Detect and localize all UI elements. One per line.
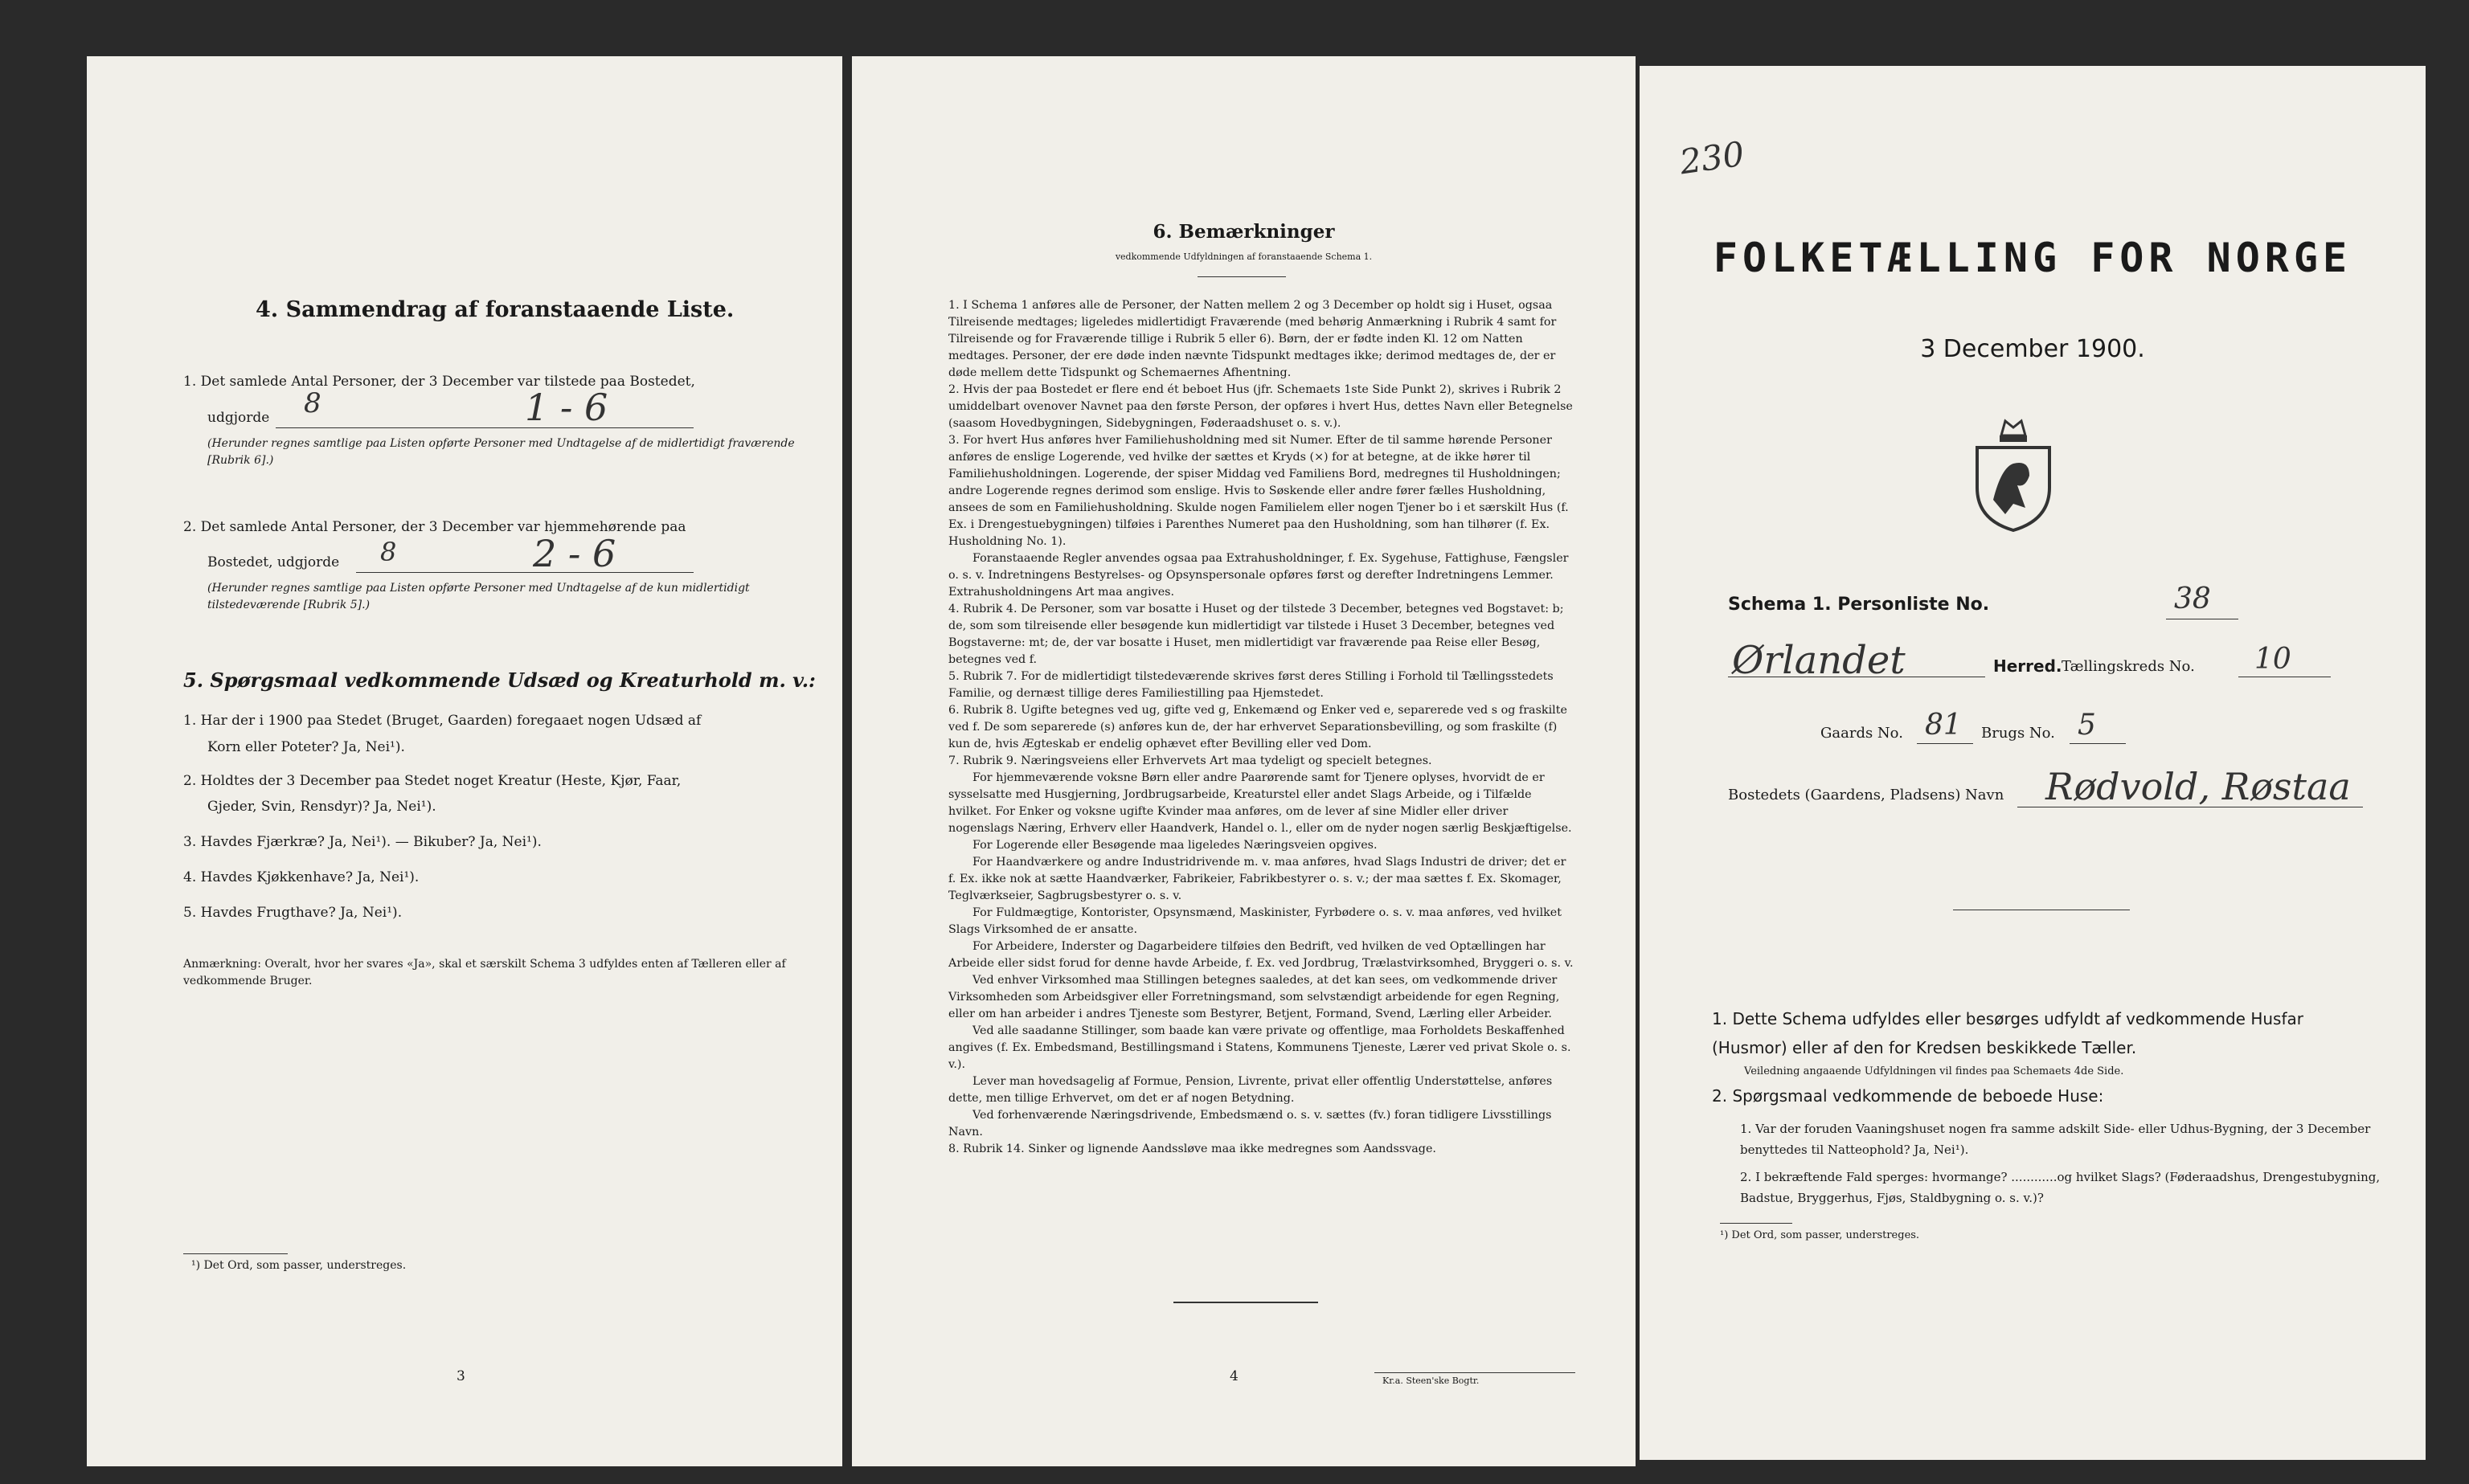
remark-paragraph: Lever man hovedsagelig af Formue, Pension, Livrente, privat eller offentlig Understøttelse, anføres dette, men tillige Erhvervet, om det er af nogen Betydning. [948, 1075, 1553, 1105]
gaards-label: Gaards No. [1820, 725, 1903, 742]
footnote-rule-p3 [1720, 1223, 1792, 1224]
remark-paragraph: 1. I Schema 1 anføres alle de Personer, der Natten mellem 2 og 3 December op holdt sig i Huset, ogsaa Tilreisende medtages; ligeledes midlertidigt Fraværende (med behørig Anmærkning i Rubrik 4 samt for Tilreisende og for Fraværende tillige i Rubrik 5 eller 6). Børn, der er fødte inden Kl. 12 om Natten medtages. Personer, der ere døde inden nævnte Tidspunkt medtages ikke; derimod medtages de, der er døde mellem dette Tidspunkt og Schemaernes Afhentning. [948, 299, 1557, 379]
instruction-1: 1. Dette Schema udfyldes eller besørges udfyldt af vedkommende Husfar (Husmor) eller af den for Kredsen beskikkede Tæller. [1712, 1009, 2303, 1057]
coat-of-arms [1969, 411, 2058, 532]
footnote: ¹) Det Ord, som passer, understreges. [191, 1259, 407, 1272]
end-rule [1173, 1302, 1318, 1303]
remark-paragraph: Foranstaaende Regler anvendes ogsaa paa Extrahusholdninger, f. Ex. Sygehuse, Fattighuse, Fængsler o. s. v. Indretningens Bestyrelses- og Opsynspersonale opføres først og derefter Indretningens Lemmer. Extrahusholdningens Art maa angives. [948, 552, 1569, 599]
bosted-name: Rødvold, Røstaa [2045, 765, 2351, 808]
handwritten-corner-number: 230 [1677, 133, 1747, 182]
remark-paragraph: For Haandværkere og andre Industridrivende m. v. maa anføres, hvad Slags Industri de driver; det er f. Ex. ikke nok at sætte Haandværker, Fabrikeier, Fabrikbestyrer o. s. v.; der maa sættes f. Ex. Skomager, Teglværkseier, Sagbrugsbestyrer o. s. v. [948, 856, 1566, 902]
remarks-body [948, 297, 1575, 1158]
handwritten-range-1: 1 - 6 [525, 386, 608, 429]
remark-paragraph: Ved alle saadanne Stillinger, som baade kan være private og offentlige, maa Forholdets Beskaffenhed angives (f. Ex. Embedsmand, Bestillingsmand i Statens, Kommunens Tjeneste, Lærer ved privat Skole o. s. v.). [948, 1024, 1571, 1071]
page-4-remarks [852, 56, 1636, 1466]
instruction-2: 2. Spørgsmaal vedkommende de beboede Huse: [1712, 1086, 2104, 1106]
question-2b: Gjeder, Svin, Rensdyr)? Ja, Nei¹). [207, 799, 436, 815]
summary-note-1: (Herunder regnes samtlige paa Listen opførte Personer med Undtagelse af de midlertidigt fraværende [Rubrik 6].) [207, 437, 795, 467]
herred-name: Ørlandet [1732, 638, 1906, 683]
summary-item-1b: udgjorde [207, 410, 270, 426]
remark-paragraph: For Logerende eller Besøgende maa ligeledes Næringsveien opgives. [972, 839, 1378, 852]
remarks-rule [1198, 276, 1286, 277]
question-4: 4. Havdes Kjøkkenhave? Ja, Nei¹). [183, 869, 420, 885]
census-title: FOLKETÆLLING FOR NORGE [1713, 235, 2352, 281]
page-number-4: 4 [1230, 1368, 1239, 1384]
remark-paragraph: 4. Rubrik 4. De Personer, som var bosatte i Huset og der tilstede 3 December, betegnes ved Bogstavet: b; de, som som tilreisende eller besøgende kun midlertidigt var tilstede i Huset 3 December, betegnes ved Bogstaverne: mt; de, der var bosatte i Huset, men midlertidigt var fraværende paa Reise eller Besøg, betegnes ved f. [948, 603, 1564, 666]
printer-rule [1374, 1372, 1575, 1373]
remark-paragraph: 5. Rubrik 7. For de midlertidigt tilstedeværende skrives først deres Stilling i Forhold til Tællingsstedets Familie, og dernæst tillige deres Familiestilling paa Hjemstedet. [948, 670, 1554, 700]
question-1b: Korn eller Poteter? Ja, Nei¹). [207, 739, 405, 755]
remark-paragraph: For hjemmeværende voksne Børn eller andre Paarørende samt for Tjenere oplyses, hvorvidt de er sysselsatte med Husgjerning, Jordbrugsarbeide, Kreaturstel eller andet Slags Arbeide, og i Tilfælde hvilket. For Enker og voksne ugifte Kvinder maa anføres, om de lever af sine Midler eller driver nogenslags Næring, Erhverv eller Haandverk, Handel o. l., eller om de nyder nogen særlig Beskjæftigelse. [948, 771, 1572, 835]
footnote-rule [183, 1253, 288, 1254]
bosted-label: Bostedets (Gaardens, Pladsens) Navn [1728, 787, 2004, 803]
handwritten-count-2: 8 [380, 537, 397, 567]
remarks-heading: 6. Bemærkninger [1153, 221, 1335, 243]
instruction-1-note: Veiledning angaaende Udfyldningen vil findes paa Schemaets 4de Side. [1744, 1065, 2124, 1077]
remark: Anmærkning: Overalt, hvor her svares «Ja», skal et særskilt Schema 3 udfyldes enten af Tælleren eller af vedkommende Bruger. [183, 958, 786, 987]
gaards-number: 81 [1925, 709, 1962, 742]
remark-paragraph: 6. Rubrik 8. Ugifte betegnes ved ug, gifte ved g, Enkemænd og Enker ved e, separerede ved s og fraskilte ved f. De som separerede (s) anføres kun de, der har erhvervet Separationsbevilling, og som fraskilte (f) kun de, hvis Ægteskab er endelig ophævet efter Bevilling eller ved Dom. [948, 704, 1567, 750]
herred-label: Herred. [1993, 656, 2062, 676]
census-date: 3 December 1900. [1920, 335, 2145, 363]
page-number-3: 3 [457, 1368, 465, 1384]
brugs-label: Brugs No. [1981, 725, 2055, 742]
remarks-subheading: vedkommende Udfyldningen af foranstaaende Schema 1. [1115, 251, 1373, 262]
remark-paragraph: Ved forhenværende Næringsdrivende, Embedsmænd o. s. v. sættes (fv.) foran tidligere Livsstillings Navn. [948, 1109, 1552, 1139]
answer-line-1 [276, 427, 694, 428]
remark-paragraph: Ved enhver Virksomhed maa Stillingen betegnes saaledes, at det kan sees, om vedkommende driver Virksomheden som Arbeidsgiver eller Forretningsmand, som selvstændigt arbeidende for egen Regning, eller om han arbeider i andres Tjeneste som Bestyrer, Betjent, Formand, Svend, Lærling eller Arbeider. [948, 974, 1560, 1020]
remark-paragraph: 7. Rubrik 9. Næringsveiens eller Erhvervets Art maa tydeligt og specielt betegnes. [948, 754, 1432, 767]
schema-label: Schema 1. Personliste No. [1728, 595, 1990, 615]
page-1-cover [1640, 66, 2426, 1460]
handwritten-count-1: 8 [304, 387, 321, 419]
kreds-label: Tællingskreds No. [2062, 658, 2195, 675]
instruction-2-2: 2. I bekræftende Fald sperges: hvormange? ............og hvilket Slags? (Føderaadshus, Drengestubygning, Badstue, Bryggerhus, Fjøs, Staldbygning o. s. v.)? [1740, 1170, 2381, 1205]
remark-paragraph: For Arbeidere, Inderster og Dagarbeidere tilføies den Bedrift, ved hvilken de ved Optællingen har Arbeide eller sidst forud for denne havde Arbeide, f. Ex. ved Jordbrug, Trælastvirksomhed, Bryggeri o. s. v. [948, 940, 1574, 970]
printer-credit: Kr.a. Steen'ske Bogtr. [1382, 1376, 1480, 1386]
page-3-summary [87, 56, 842, 1466]
remark-paragraph: 2. Hvis der paa Bostedet er flere end ét beboet Hus (jfr. Schemaets 1ste Side Punkt 2), skrives i Rubrik 2 umiddelbart ovenover Navnet paa den første Person, der opføres i hvert Hus, dettes Navn eller Betegnelse (saasom Hovedbygningen, Sidebygningen, Føderaadshuset o. s. v.). [948, 383, 1573, 430]
personliste-number: 38 [2174, 583, 2211, 615]
answer-line-2 [356, 572, 694, 573]
summary-note-2: (Herunder regnes samtlige paa Listen opførte Personer med Undtagelse af de kun midlertidigt tilstedeværende [Rubrik 5].) [207, 582, 750, 611]
kreds-number: 10 [2254, 643, 2291, 676]
question-5: 5. Havdes Frugthave? Ja, Nei¹). [183, 905, 403, 921]
remark-paragraph: 8. Rubrik 14. Sinker og lignende Aandssløve maa ikke medregnes som Aandssvage. [948, 1143, 1436, 1155]
brugs-number: 5 [2078, 709, 2096, 742]
brugs-line [2070, 743, 2126, 744]
footnote-p3: ¹) Det Ord, som passer, understreges. [1720, 1229, 1920, 1241]
summary-item-2: 2. Det samlede Antal Personer, der 3 December var hjemmehørende paa [183, 519, 686, 535]
gaards-line [1917, 743, 1973, 744]
summary-heading: 4. Sammendrag af foranstaaende Liste. [256, 297, 735, 322]
question-1: 1. Har der i 1900 paa Stedet (Bruget, Gaarden) foregaaet nogen Udsæd af [183, 713, 702, 729]
summary-item-1: 1. Det samlede Antal Personer, der 3 December var tilstede paa Bostedet, [183, 374, 695, 390]
question-2: 2. Holdtes der 3 December paa Stedet noget Kreatur (Heste, Kjør, Faar, [183, 773, 682, 789]
question-3: 3. Havdes Fjærkræ? Ja, Nei¹). — Bikuber? Ja, Nei¹). [183, 834, 542, 850]
remark-paragraph: 3. For hvert Hus anføres hver Familiehusholdning med sit Numer. Efter de til samme hørende Personer anføres de enslige Logerende, ved hvilke der sættes et Kryds (×) for at betegne, at de ikke hører til Familiehusholdningen. Logerende, der spiser Middag ved Familiens Bord, medregnes til Husholdningen; andre Logerende regnes derimod som enslige. Hvis to Søskende eller andre fører fælles Husholdning, ansees de som en Familiehusholdning. Skulde nogen Familielem eller nogen Tjener bo i et særskilt Hus (f. Ex. i Drengestuebygningen) tilføies i Parenthes Numeret paa den Husholdning, som han tilhører (f. Ex. Husholdning No. 1). [948, 434, 1569, 548]
handwritten-range-2: 2 - 6 [533, 532, 616, 575]
instruction-2-1: 1. Var der foruden Vaaningshuset nogen fra samme adskilt Side- eller Udhus-Bygning, der 3 December benyttedes til Natteophold? Ja, Nei¹). [1740, 1122, 2371, 1157]
remark-paragraph: For Fuldmægtige, Kontorister, Opsynsmænd, Maskinister, Fyrbødere o. s. v. maa anføres, ved hvilket Slags Virksomhed de er ansatte. [948, 906, 1562, 936]
summary-item-2b: Bostedet, udgjorde [207, 554, 340, 570]
questions-heading: 5. Spørgsmaal vedkommende Udsæd og Kreaturhold m. v.: [183, 668, 816, 692]
